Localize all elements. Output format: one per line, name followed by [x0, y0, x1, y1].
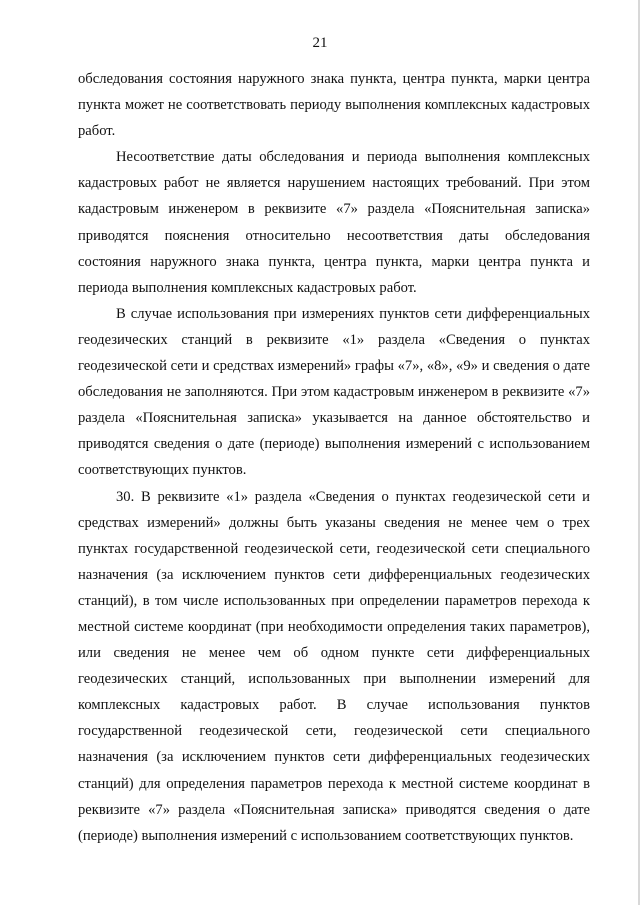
paragraph-differential-stations: В случае использования при измерениях пунктов сети дифференциальных геодезических станций в реквизите «1» раздела «Сведения о пунктах геодезической сети и средствах измерений» графы «7», «8», «9» и сведения о дате обследования не заполняются. При этом кадастровым инженером в реквизите «7» раздела «Пояснительная записка» указывается на данное обстоятельство и приводятся сведения о дате (периоде) выполнения измерений с использованием соответствующих пунктов. [78, 305, 590, 479]
paragraph-date-mismatch: Несоответствие даты обследования и периода выполнения комплексных кадастровых работ не является нарушением настоящих требований. При этом кадастровым инженером в реквизите «7» раздела «Пояснительная записка» приводятся пояснения относительно несоответствия даты обследования состояния наружного знака пункта, центра пункта, марки центра пункта и периода выполнения комплексных кадастровых работ. [78, 149, 590, 296]
paragraph-continuation: обследования состояния наружного знака пункта, центра пункта, марки центра пункта может не соответствовать периоду выполнения комплексных кадастровых работ. [78, 71, 590, 140]
page-number: 21 [312, 35, 328, 51]
paragraph-item-30: 30. В реквизите «1» раздела «Сведения о пунктах геодезической сети и средствах измерений» должны быть указаны сведения не менее чем о трех пунктах государственной геодезической сети, геодезической сети специального назначения (за исключением пунктов сети дифференциальных геодезических станций), в том числе использованных при определении параметров перехода к местной системе координат (при необходимости определения таких параметров), или сведения не менее чем об одном пункте сети дифференциальных геодезических станций, использованных при выполнении измерений для комплексных кадастровых работ. В случае использования пунктов государственной геодезической сети, геодезической сети специального назначения (за исключением пунктов сети дифференциальных геодезических станций) для определения параметров перехода к местной системе координат в реквизите «7» раздела «Пояснительная записка» приводятся сведения о дате (периоде) выполнения измерений с использованием соответствующих пунктов. [78, 488, 590, 844]
document-body [78, 66, 590, 849]
